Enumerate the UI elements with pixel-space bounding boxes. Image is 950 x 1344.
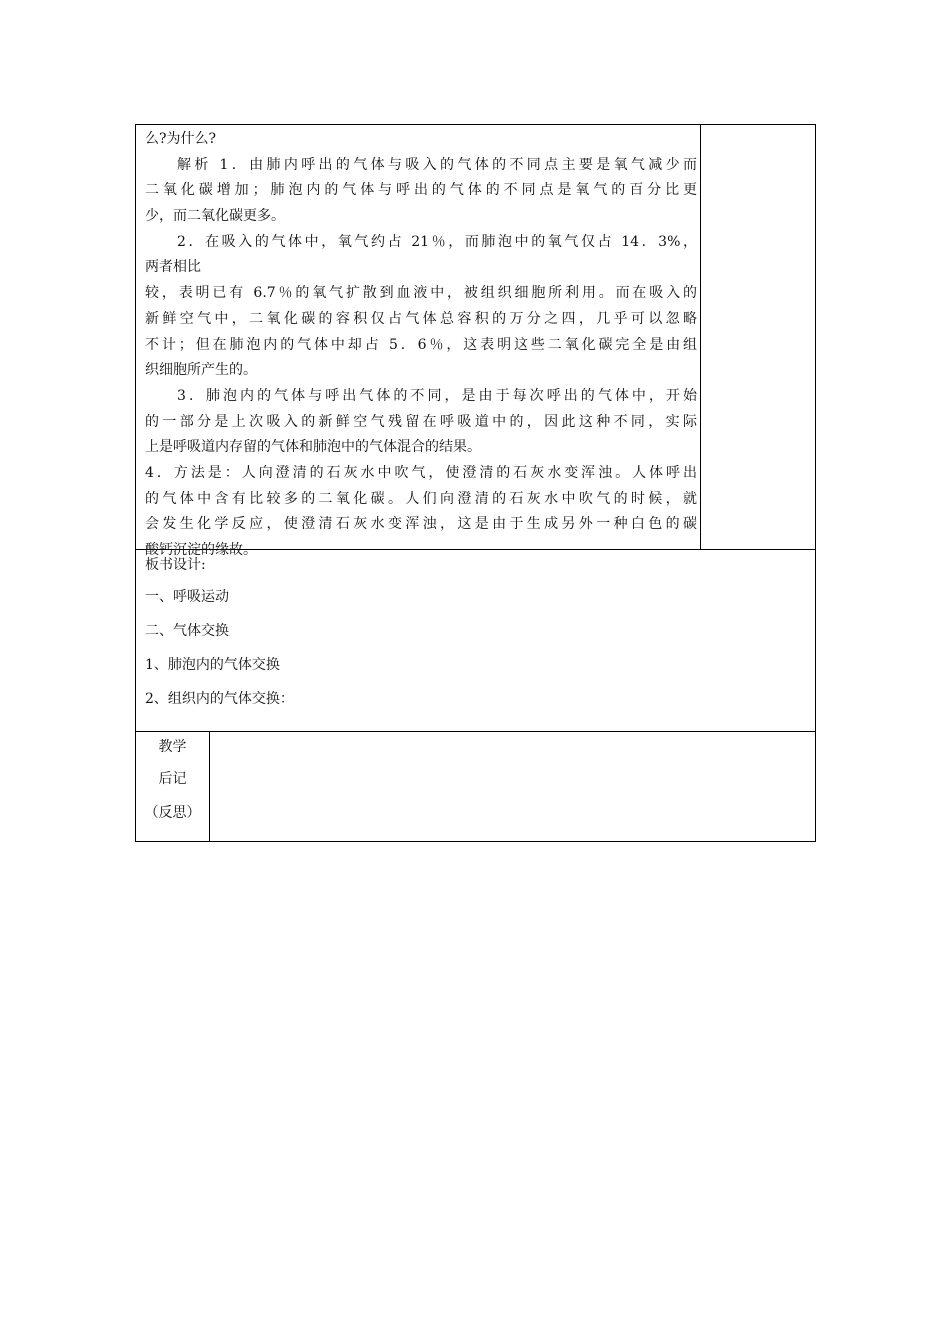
- teaching-notes-content-cell[interactable]: [210, 731, 815, 841]
- lesson-table: [135, 124, 816, 842]
- explanation-row: [136, 125, 815, 558]
- explanation-line: 两者相比: [145, 259, 201, 276]
- board-item: 1、肺泡内的气体交换: [145, 657, 280, 673]
- teaching-notes-label: 后记: [158, 771, 187, 787]
- explanation-line: 4．方法是：人向澄清的石灰水中吹气，使澄清的石灰水变浑浊。人体呼出: [145, 464, 697, 481]
- explanation-line: 2．在吸入的气体中，氧气约占 21％，而肺泡中的氧气仅占 14．3%，: [177, 233, 697, 250]
- explanation-line: 的气体中含有比较多的二氧化碳。人们向澄清的石灰水中吹气的时候，就: [145, 490, 697, 507]
- explanation-line: 二氧化碳增加；肺泡内的气体与呼出的气体的不同点是氧气的百分比更: [145, 182, 697, 199]
- explanation-line: 上是呼吸道内存留的气体和肺泡中的气体混合的结果。: [145, 439, 481, 456]
- explanation-line: 的一部分是上次吸入的新鲜空气残留在呼吸道中的，因此这种不同，实际: [145, 413, 697, 430]
- board-item: 一、呼吸运动: [145, 589, 229, 605]
- explanation-line: 么?为什么?: [145, 131, 217, 147]
- board-design-title: 板书设计:: [145, 557, 206, 573]
- teaching-notes-label: （反思）: [144, 805, 201, 821]
- explanation-line: 3．肺泡内的气体与呼出气体的不同，是由于每次呼出的气体中，开始: [177, 387, 697, 404]
- teaching-notes-label-cell: [136, 731, 210, 841]
- explanation-line: 新鲜空气中，二氧化碳的容积仅占气体总容积的万分之四，几乎可以忽略: [145, 310, 697, 327]
- explanation-line: 会发生化学反应，使澄清石灰水变浑浊，这是由于生成另外一种白色的碳: [145, 516, 697, 533]
- explanation-side-cell: [701, 125, 815, 549]
- board-item: 2、组织内的气体交换：: [145, 691, 294, 707]
- explanation-line: 少，而二氧化碳更多。: [145, 208, 285, 225]
- explanation-line: 织细胞所产生的。: [145, 362, 257, 379]
- board-item: 二、气体交换: [145, 623, 229, 639]
- explanation-line: 不计；但在肺泡内的气体中却占 5．6％，这表明这些二氧化碳完全是由组: [145, 336, 697, 353]
- board-design-row: [136, 549, 815, 732]
- teaching-notes-row: [136, 731, 815, 841]
- explanation-line: 酸钙沉淀的缘故。: [145, 542, 257, 558]
- explanation-line: 较，表明已有 6.7％的氧气扩散到血液中，被组织细胞所利用。而在吸入的: [145, 285, 697, 302]
- explanation-text: [145, 127, 697, 564]
- explanation-line: 解析 1．由肺内呼出的气体与吸入的气体的不同点主要是氧气减少而: [177, 156, 697, 173]
- teaching-notes-label: 教学: [158, 739, 187, 755]
- explanation-cell: [136, 125, 701, 558]
